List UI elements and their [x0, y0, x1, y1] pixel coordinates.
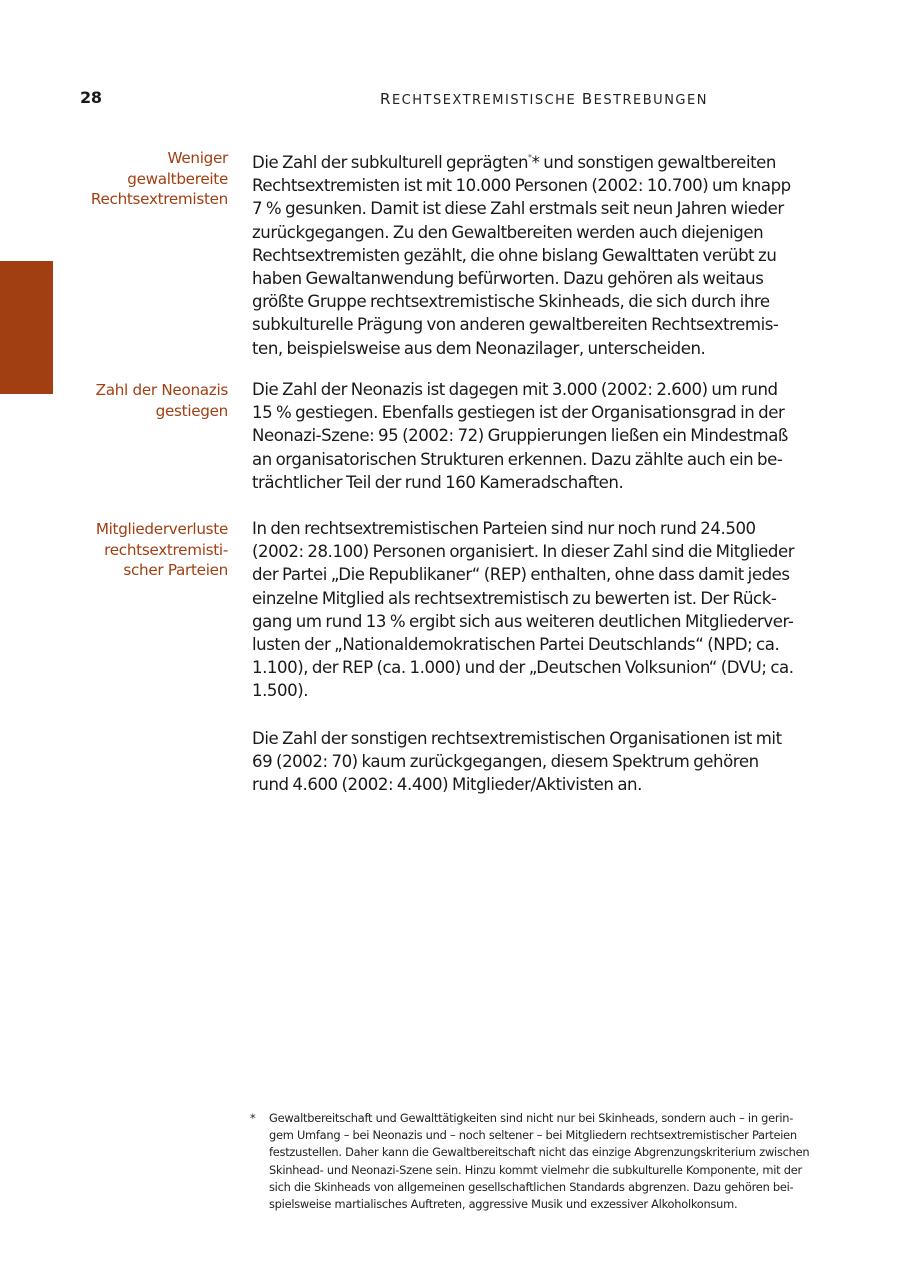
text-line: 69 (2002: 70) kaum zurückgegangen, diesem Spektrum gehören: [252, 752, 759, 772]
text-line: (2002: 28.100) Personen organisiert. In dieser Zahl sind die Mitglieder: [252, 542, 795, 562]
footnote-marker: *: [250, 1111, 256, 1125]
page-number: 28: [80, 88, 102, 107]
text-line: Rechtsextremisten gezählt, die ohne bislang Gewalttaten verübt zu: [252, 245, 777, 265]
text-line: lusten der „Nationaldemokratischen Partei Deutschlands“ (NPD; ca.: [252, 635, 780, 655]
footnote-line: Skinhead- und Neonazi-Szene sein. Hinzu kommt vielmehr die subkulturelle Komponente, mit der: [269, 1162, 802, 1177]
text-line: subkulturelle Prägung von anderen gewaltbereiten Rechtsextremis-: [252, 315, 779, 335]
text-line: Rechtsextremisten ist mit 10.000 Personen (2002: 10.700) um knapp: [252, 176, 791, 196]
footnote-line: gem Umfang – bei Neonazis und – noch seltener – bei Mitgliedern rechtsextremistischer Parteien: [269, 1128, 797, 1143]
footnote-line: sich die Skinheads von allgemeinen gesellschaftlichen Standards abgrenzen. Dazu gehören bei-: [269, 1179, 794, 1194]
text-line: 1.500).: [252, 681, 309, 701]
body-paragraph: [252, 727, 822, 797]
text-line: Die Zahl der sonstigen rechtsextremistischen Organisationen ist mit: [252, 729, 782, 748]
margin-color-bar: [0, 261, 53, 394]
text-line: zurückgegangen. Zu den Gewaltbereiten werden auch diejenigen: [252, 222, 764, 242]
text-line: Die Zahl der Neonazis ist dagegen mit 3.000 (2002: 2.600) um rund: [252, 380, 778, 399]
body-paragraph: [252, 146, 822, 360]
text-fragment: Die Zahl der subkulturell geprägten: [252, 153, 529, 172]
text-line: Neonazi-Szene: 95 (2002: 72) Gruppierungen ließen ein Mindestmaß: [252, 426, 788, 446]
footnote-line: Gewaltbereitschaft und Gewalttätigkeiten sind nicht nur bei Skinheads, sondern auch – in gerin-: [269, 1111, 794, 1125]
footnote-reference: *: [528, 153, 532, 162]
side-label: Mitgliederverluste rechtsextremisti- scher Parteien: [95, 520, 228, 579]
body-paragraph: [252, 517, 822, 703]
footnote-text: [269, 1110, 809, 1213]
body-paragraph: [252, 378, 822, 494]
running-header-initial-r: R: [380, 90, 392, 108]
text-fragment: * und sonstigen gewaltbereiten: [531, 153, 776, 172]
text-line: 15 % gestiegen. Ebenfalls gestiegen ist der Organisationsgrad in der: [252, 403, 785, 423]
side-label: Zahl der Neonazis gestiegen: [95, 381, 228, 420]
text-line: an organisatorischen Strukturen erkennen. Dazu zählte auch ein be-: [252, 449, 783, 469]
running-header-word-1: ECHTSEXTREMISTISCHE: [391, 93, 582, 108]
text-line: In den rechtsextremistischen Parteien sind nur noch rund 24.500: [252, 519, 756, 538]
text-line: rund 4.600 (2002: 4.400) Mitglieder/Aktivisten an.: [252, 775, 642, 795]
text-line: einzelne Mitglied als rechtsextremistisch zu bewerten ist. Der Rück-: [252, 588, 777, 608]
text-line: haben Gewaltanwendung befürworten. Dazu gehören als weitaus: [252, 269, 764, 289]
text-line: gang um rund 13 % ergibt sich aus weiteren deutlichen Mitgliederver-: [252, 611, 794, 631]
footnote-line: festzustellen. Daher kann die Gewaltbereitschaft nicht das einzige Abgrenzungskriterium zwischen: [269, 1145, 810, 1160]
side-label: Weniger gewaltbereite Rechtsextremisten: [90, 149, 228, 208]
text-line: 7 % gesunken. Damit ist diese Zahl erstmals seit neun Jahren wieder: [252, 199, 784, 219]
text-line: [252, 146, 822, 174]
running-header-initial-b: B: [581, 90, 594, 108]
running-header-word-2: ESTREBUNGEN: [593, 93, 708, 108]
text-line: der Partei „Die Republikaner“ (REP) enthalten, ohne dass damit jedes: [252, 565, 790, 585]
text-line: trächtlicher Teil der rund 160 Kameradschaften.: [252, 472, 624, 492]
footnote-line: spielsweise martialisches Auftreten, aggressive Musik und exzessiver Alkoholkonsum.: [269, 1197, 738, 1212]
text-line: 1.100), der REP (ca. 1.000) und der „Deutschen Volksunion“ (DVU; ca.: [252, 658, 794, 678]
text-line: ten, beispielsweise aus dem Neonazilager, unterscheiden.: [252, 338, 706, 358]
running-header: [380, 90, 708, 108]
text-line: größte Gruppe rechtsextremistische Skinheads, die sich durch ihre: [252, 292, 770, 312]
